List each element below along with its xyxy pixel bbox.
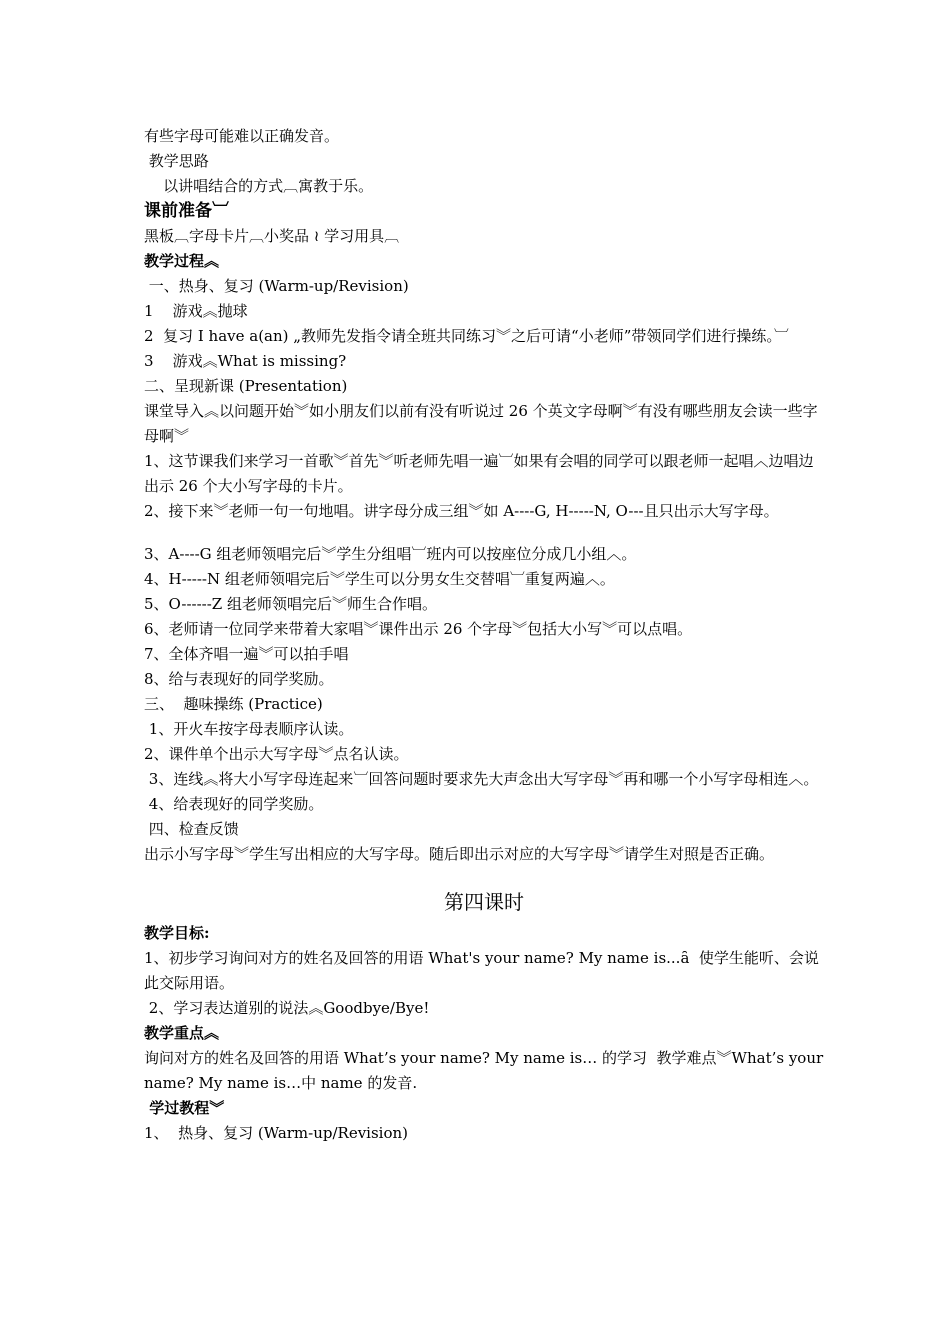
paragraph: 1、初步学习询问对方的姓名及回答的用语 What's your name? My name is...ȃ 使学生能听、会说此交际用语。 — [144, 949, 819, 992]
document-part-1 — [144, 124, 824, 867]
paragraph: 1、这节课我们来学习一首歌︾首先︾听老师先唱一遍︺如果有会唱的同学可以跟老师一起唱︿边唱边出示 26 个大小写字母的卡片。 — [144, 452, 814, 495]
paragraph: 有些字母可能难以正确发音。 — [144, 127, 340, 145]
paragraph — [144, 524, 824, 542]
paragraph: 三、 趣味操练 (Practice) — [144, 695, 323, 713]
paragraph: 四、检查反馈 — [144, 820, 239, 838]
document-page — [144, 124, 828, 1146]
paragraph: 1、 热身、复习 (Warm-up/Revision) — [144, 1124, 409, 1142]
paragraph: 2、接下来︾老师一句一句地唱。讲字母分成三组︾如 A----G, H-----N, O---且只出示大写字母。 — [144, 502, 779, 520]
paragraph: 2、课件单个出示大写字母︾点名认读。 — [144, 745, 409, 763]
paragraph: 4、给表现好的同学奖励。 — [144, 795, 324, 813]
paragraph: 教学过程︽ — [144, 252, 220, 270]
lesson-title: 第四课时 — [444, 890, 524, 914]
paragraph: 课堂导入︽以问题开始︾如小朋友们以前有没有听说过 26 个英文字母啊︾有没有哪些朋友会读一些字母啊︾ — [144, 402, 818, 445]
paragraph: 1、开火车按字母表顺序认读。 — [144, 720, 354, 738]
paragraph: 3、连线︽将大小写字母连起来︺回答问题时要求先大声念出大写字母︾再和哪一个小写字母相连︿。 — [144, 770, 819, 788]
paragraph: 5、O------Z 组老师领唱完后︾师生合作唱。 — [144, 595, 437, 613]
paragraph: 出示小写字母︾学生写出相应的大写字母。随后即出示对应的大写字母︾请学生对照是否正确。 — [144, 845, 775, 863]
paragraph: 学过教程︾ — [144, 1099, 225, 1117]
paragraph: 教学重点︽ — [144, 1024, 220, 1042]
paragraph: 1 游戏︽抛球 — [144, 302, 248, 320]
paragraph: 课前准备︺ — [144, 201, 229, 221]
paragraph: 6、老师请一位同学来带着大家唱︾课件出示 26 个字母︾包括大小写︾可以点唱。 — [144, 620, 693, 638]
paragraph: 二、呈现新课 (Presentation) — [144, 377, 348, 395]
document-part-2 — [144, 921, 828, 1146]
paragraph: 3 游戏︽What is missing? — [144, 352, 347, 370]
paragraph: 教学目标: — [144, 924, 210, 942]
paragraph: 教学思路 — [144, 152, 209, 170]
paragraph: 3、A----G 组老师领唱完后︾学生分组唱︺班内可以按座位分成几小组︿。 — [144, 545, 637, 563]
paragraph: 黑板︹字母卡片︹小奖品 ≀ 学习用具︹ — [144, 227, 400, 245]
paragraph: 4、H-----N 组老师领唱完后︾学生可以分男女生交替唱︺重复两遍︿。 — [144, 570, 615, 588]
paragraph: 一、热身、复习 (Warm-up/Revision) — [144, 277, 409, 295]
paragraph: 7、全体齐唱一遍︾可以拍手唱 — [144, 645, 349, 663]
paragraph: 2、学习表达道别的说法︽Goodbye/Bye! — [144, 999, 430, 1017]
paragraph: 以讲唱结合的方式︹寓教于乐。 — [144, 177, 374, 195]
paragraph: 询问对方的姓名及回答的用语 What’s your name? My name is… 的学习 教学难点︾What’s your name? My name is…中 name 的发音. — [144, 1049, 828, 1092]
paragraph: 8、给与表现好的同学奖励。 — [144, 670, 334, 688]
paragraph: 2 复习 I have a(an) „教师先发指令请全班共同练习︾之后可请“小老师”带领同学们进行操练。︺ — [144, 327, 789, 345]
